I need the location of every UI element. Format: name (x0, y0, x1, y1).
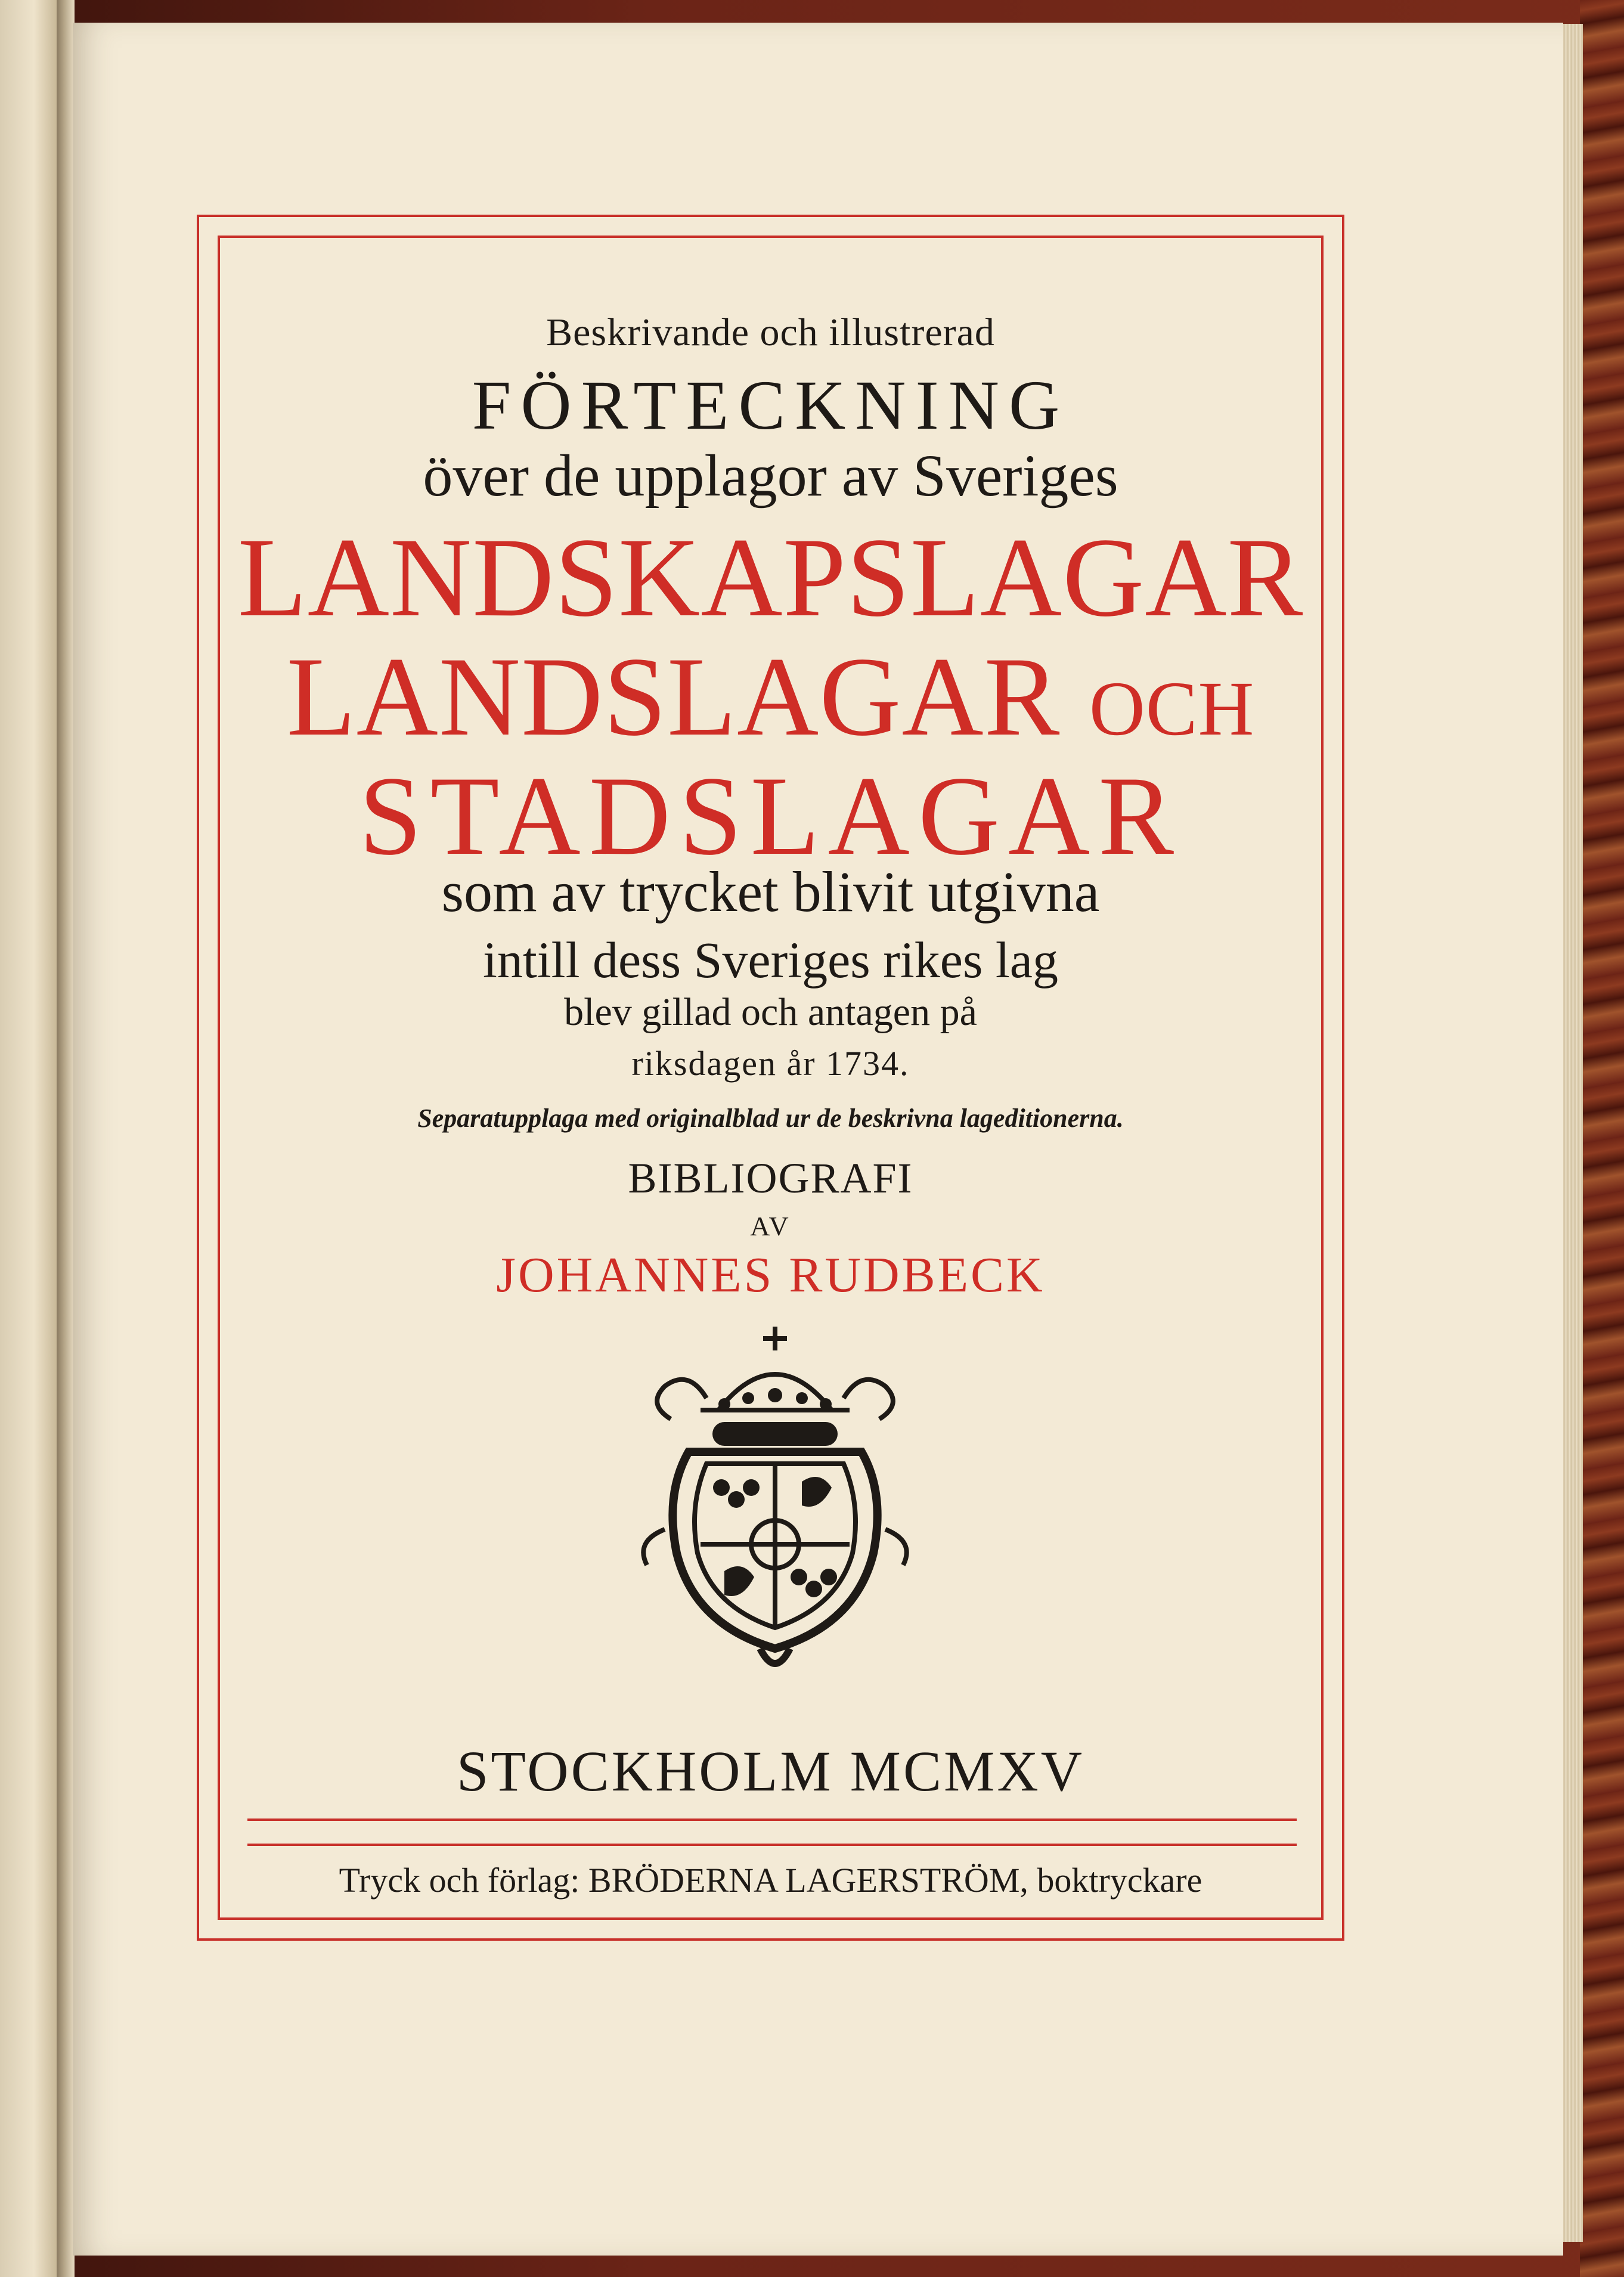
title-landskapslagar: LANDSKAPSLAGAR (237, 515, 1304, 640)
red-rule-bottom (247, 1844, 1297, 1846)
subtitle-gillad: blev gillad och antagen på (564, 990, 977, 1034)
red-rule-top (247, 1818, 1297, 1821)
subtitle-riksdagen: riksdagen år 1734. (631, 1044, 910, 1083)
place-year: STOCKHOLM MCMXV (456, 1739, 1085, 1803)
title-stadslagar: STADSLAGAR (358, 754, 1183, 879)
printer-line: Tryck och förlag: BRÖDERNA LAGERSTRÖM, boktryckare (339, 1861, 1202, 1900)
av-label: AV (750, 1211, 791, 1241)
title-landslagar: LANDSLAGAR (286, 634, 1061, 760)
subtitle-line: Beskrivande och illustrerad (546, 311, 995, 354)
title-och: OCH (1089, 666, 1255, 752)
subtitle-utgivna: som av trycket blivit utgivna (441, 860, 1100, 924)
left-page-edge (0, 0, 57, 2277)
crest-icon (629, 1315, 921, 1684)
marbled-cover-edge (1580, 0, 1624, 2277)
gutter-shadow (57, 0, 75, 2277)
subtitle-sveriges: över de upplagor av Sveriges (423, 442, 1118, 509)
author-name: JOHANNES RUDBECK (496, 1247, 1045, 1303)
title-landslagar-och (218, 632, 1324, 762)
bibliografi-label: BIBLIOGRAFI (628, 1154, 913, 1202)
subtitle-rikes-lag: intill dess Sveriges rikes lag (483, 931, 1058, 989)
edition-note: Separatupplaga med originalblad ur de beskrivna lageditionerna. (417, 1104, 1124, 1133)
title-forteckning: FÖRTECKNING (472, 366, 1070, 444)
